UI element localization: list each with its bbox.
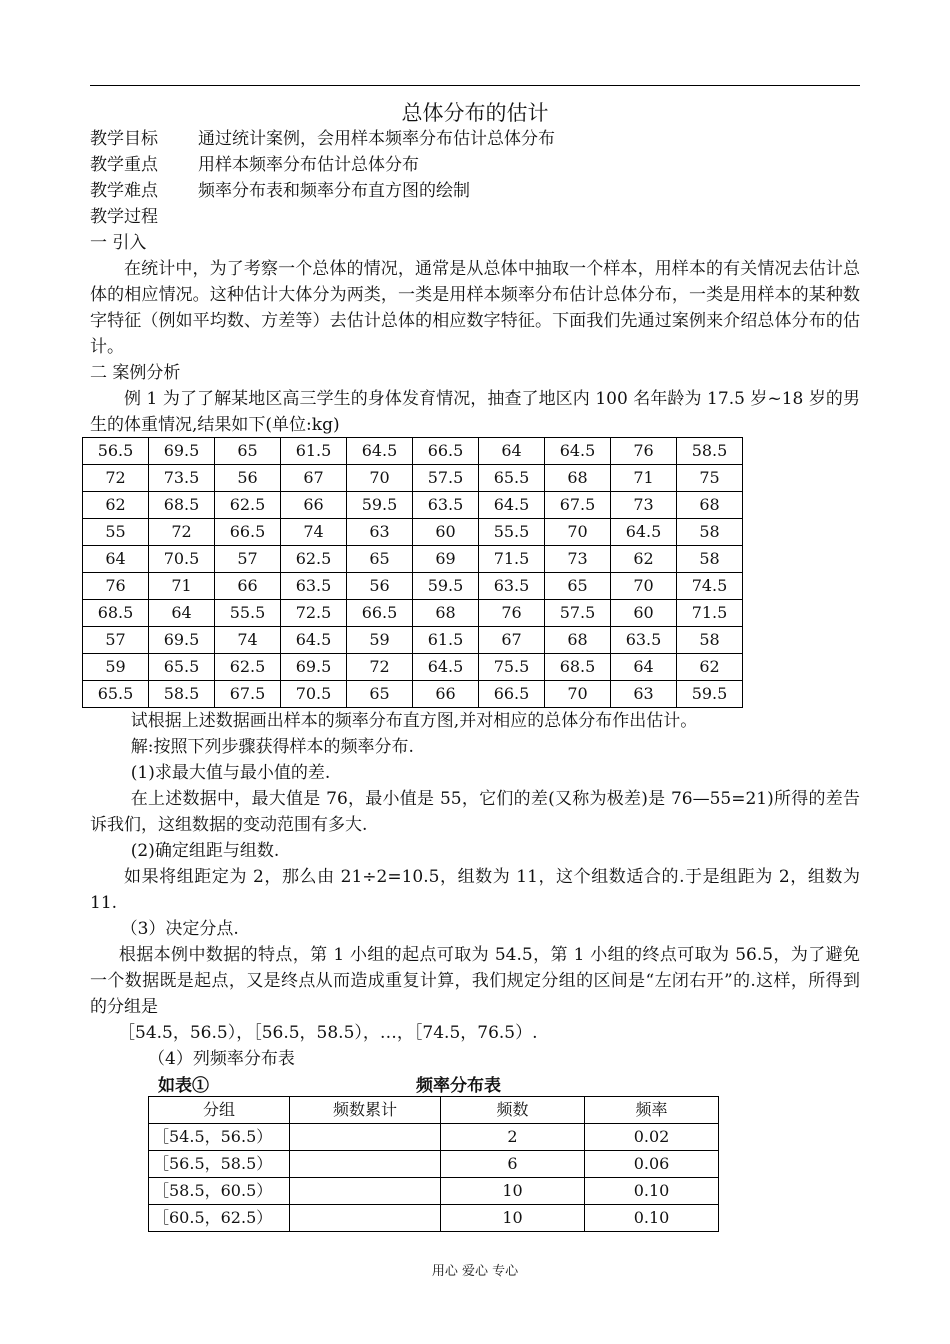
goal-label: 教学目标	[90, 129, 158, 149]
table-cell: 64.5	[413, 654, 479, 681]
table-cell: 62.5	[281, 546, 347, 573]
table-row	[149, 1178, 719, 1205]
table-cell: 56	[215, 465, 281, 492]
table-cell: 66	[215, 573, 281, 600]
table-cell: 63	[611, 681, 677, 708]
table-cell: 70.5	[281, 681, 347, 708]
goal-row	[90, 126, 555, 152]
table-row	[83, 627, 743, 654]
table-cell: ［60.5，62.5）	[149, 1205, 290, 1232]
table-cell: 73	[545, 546, 611, 573]
table-cell: 66.5	[347, 600, 413, 627]
table-cell: 74.5	[677, 573, 743, 600]
goal-text: 通过统计案例，会用样本频率分布估计总体分布	[198, 129, 555, 149]
table-cell: 0.10	[585, 1178, 719, 1205]
table-cell: 68.5	[83, 600, 149, 627]
section-heading-intro: 一 引入	[90, 233, 147, 253]
table-cell: 63.5	[479, 573, 545, 600]
table-row	[83, 573, 743, 600]
table-cell: 75	[677, 465, 743, 492]
table-cell: 55	[83, 519, 149, 546]
step3-heading: （3）决定分点.	[120, 919, 239, 939]
table-cell: 58.5	[149, 681, 215, 708]
table-cell: 68	[677, 492, 743, 519]
table-cell: 66.5	[215, 519, 281, 546]
table-cell: 64	[149, 600, 215, 627]
table-cell: 65	[215, 438, 281, 465]
table-cell: 68	[545, 627, 611, 654]
table-row	[83, 654, 743, 681]
table-cell: 62.5	[215, 654, 281, 681]
goal-row	[90, 178, 470, 204]
table-cell: 58.5	[677, 438, 743, 465]
column-header: 频数	[441, 1097, 585, 1124]
table-cell: ［56.5，58.5）	[149, 1151, 290, 1178]
table-cell: 76	[83, 573, 149, 600]
table-cell: 10	[441, 1205, 585, 1232]
section-heading-case: 二 案例分析	[90, 363, 181, 383]
table-cell: 71	[611, 465, 677, 492]
table-cell: 58	[677, 519, 743, 546]
table-cell: 71	[149, 573, 215, 600]
table-cell: 66.5	[479, 681, 545, 708]
goal-text: 用样本频率分布估计总体分布	[198, 155, 419, 175]
table-cell: 60	[611, 600, 677, 627]
table-cell: 58	[677, 627, 743, 654]
table-title: 频率分布表	[416, 1076, 501, 1096]
intervals-text: ［54.5，56.5），［56.5，58.5），…，［74.5，76.5）.	[118, 1023, 538, 1043]
step4-heading: （4）列频率分布表	[148, 1049, 295, 1069]
table-row	[149, 1205, 719, 1232]
table-cell: 57.5	[545, 600, 611, 627]
table-cell: 59.5	[347, 492, 413, 519]
table-cell	[290, 1205, 441, 1232]
table-cell: 67.5	[545, 492, 611, 519]
table-cell: 72.5	[281, 600, 347, 627]
column-header: 频数累计	[290, 1097, 441, 1124]
table-cell: 72	[347, 654, 413, 681]
table-cell: 64	[479, 438, 545, 465]
table-cell: 6	[441, 1151, 585, 1178]
table-cell: 71.5	[479, 546, 545, 573]
intro-paragraph: 在统计中，为了考察一个总体的情况，通常是从总体中抽取一个样本，用样本的有关情况去估计总体的相应情况。这种估计大体分为两类，一类是用样本频率分布估计总体分布，一类是用样本的某种数字特征（例如平均数、方差等）去估计总体的相应数字特征。下面我们先通过案例来介绍总体分布的估计。	[90, 259, 860, 357]
table-cell: 63.5	[611, 627, 677, 654]
table-cell: 62	[611, 546, 677, 573]
step1-heading: (1)求最大值与最小值的差.	[130, 763, 331, 783]
weight-data-table	[82, 437, 743, 708]
table-row	[83, 546, 743, 573]
table-cell: 67.5	[215, 681, 281, 708]
table-cell: 64.5	[479, 492, 545, 519]
table-cell: 56	[347, 573, 413, 600]
table-cell: 73	[611, 492, 677, 519]
table-cell: 68	[545, 465, 611, 492]
table-cell: 64	[611, 654, 677, 681]
table-cell: 59	[347, 627, 413, 654]
table-cell: 68.5	[149, 492, 215, 519]
column-header: 分组	[149, 1097, 290, 1124]
table-cell: 62	[677, 654, 743, 681]
table-cell: 56.5	[83, 438, 149, 465]
table-cell: 76	[611, 438, 677, 465]
table-row	[83, 600, 743, 627]
table-cell	[290, 1178, 441, 1205]
table-cell: 64.5	[611, 519, 677, 546]
table-cell: ［54.5，56.5）	[149, 1124, 290, 1151]
table-cell: 71.5	[677, 600, 743, 627]
table-cell: 2	[441, 1124, 585, 1151]
table-cell: 69	[413, 546, 479, 573]
task-text: 试根据上述数据画出样本的频率分布直方图,并对相应的总体分布作出估计。	[130, 711, 698, 731]
table-cell: 0.02	[585, 1124, 719, 1151]
table-cell: 69.5	[149, 438, 215, 465]
table-cell: 64.5	[545, 438, 611, 465]
table-cell: 66	[413, 681, 479, 708]
table-cell: 65	[347, 546, 413, 573]
table-cell: 59.5	[677, 681, 743, 708]
table-cell: 70	[611, 573, 677, 600]
table-row	[83, 438, 743, 465]
table-cell: 68	[413, 600, 479, 627]
table-cell: 57	[83, 627, 149, 654]
table-cell: 67	[281, 465, 347, 492]
table-row	[83, 519, 743, 546]
table-cell: 64.5	[347, 438, 413, 465]
table-cell: 65.5	[479, 465, 545, 492]
table-cell: 74	[215, 627, 281, 654]
table-cell: 65	[347, 681, 413, 708]
table-cell: 0.06	[585, 1151, 719, 1178]
table-cell: 64.5	[281, 627, 347, 654]
table-cell: 70	[545, 519, 611, 546]
goal-label: 教学难点	[90, 181, 158, 201]
table-row	[149, 1151, 719, 1178]
process-heading: 教学过程	[90, 207, 158, 227]
page-title: 总体分布的估计	[401, 101, 549, 125]
table-cell: 60	[413, 519, 479, 546]
table-cell: 70	[347, 465, 413, 492]
step1-text: 在上述数据中，最大值是 76，最小值是 55，它们的差(又称为极差)是 76—55=21)所得的差告诉我们，这组数据的变动范围有多大.	[90, 789, 860, 835]
table-cell: 55.5	[215, 600, 281, 627]
example-text: 例 1 为了了解某地区高三学生的身体发育情况，抽查了地区内 100 名年龄为 17.5 岁~18 岁的男生的体重情况,结果如下(单位:kg)	[90, 389, 860, 435]
table-cell: 66	[281, 492, 347, 519]
step3-text: 根据本例中数据的特点，第 1 小组的起点可取为 54.5，第 1 小组的终点可取为 56.5，为了避免一个数据既是起点，又是终点从而造成重复计算，我们规定分组的区间是“左闭右开”的.这样，所得到的分组是	[90, 945, 860, 1017]
table-cell: 57	[215, 546, 281, 573]
table-cell: 59	[83, 654, 149, 681]
table-cell: 69.5	[281, 654, 347, 681]
header-rule	[90, 85, 860, 86]
table-cell: 64	[83, 546, 149, 573]
table-cell: 55.5	[479, 519, 545, 546]
table-cell	[290, 1124, 441, 1151]
table-cell: 69.5	[149, 627, 215, 654]
table-cell: 63.5	[413, 492, 479, 519]
table-cell: 61.5	[413, 627, 479, 654]
table-cell: 62.5	[215, 492, 281, 519]
table-cell: 68.5	[545, 654, 611, 681]
table-cell	[290, 1151, 441, 1178]
table-cell: 67	[479, 627, 545, 654]
table-cell: 70.5	[149, 546, 215, 573]
table-cell: 74	[281, 519, 347, 546]
solution-text: 解:按照下列步骤获得样本的频率分布.	[130, 737, 414, 757]
table-cell: 73.5	[149, 465, 215, 492]
table-cell: ［58.5，60.5）	[149, 1178, 290, 1205]
table-row	[83, 681, 743, 708]
table-cell: 65.5	[83, 681, 149, 708]
column-header: 频率	[585, 1097, 719, 1124]
step2-heading: (2)确定组距与组数.	[130, 841, 280, 861]
table-cell: 65	[545, 573, 611, 600]
table-cell: 75.5	[479, 654, 545, 681]
table-cell: 63	[347, 519, 413, 546]
table-cell: 65.5	[149, 654, 215, 681]
step2-text: 如果将组距定为 2，那么由 21÷2=10.5，组数为 11，这个组数适合的.于是组距为 2，组数为 11.	[90, 867, 860, 913]
table-row	[83, 492, 743, 519]
table-row	[83, 465, 743, 492]
table-cell: 10	[441, 1178, 585, 1205]
table-cell: 61.5	[281, 438, 347, 465]
table-cell: 0.10	[585, 1205, 719, 1232]
table-label: 如表①	[158, 1076, 209, 1096]
table-cell: 59.5	[413, 573, 479, 600]
frequency-table	[148, 1096, 719, 1232]
goal-row	[90, 152, 419, 178]
table-cell: 66.5	[413, 438, 479, 465]
table-cell: 57.5	[413, 465, 479, 492]
goal-text: 频率分布表和频率分布直方图的绘制	[198, 181, 470, 201]
table-cell: 70	[545, 681, 611, 708]
table-cell: 72	[83, 465, 149, 492]
table-cell: 76	[479, 600, 545, 627]
page-footer: 用心 爱心 专心	[431, 1264, 519, 1279]
table-row	[149, 1124, 719, 1151]
goal-label: 教学重点	[90, 155, 158, 175]
table-header-row	[149, 1097, 719, 1124]
table-cell: 62	[83, 492, 149, 519]
table-cell: 72	[149, 519, 215, 546]
table-cell: 58	[677, 546, 743, 573]
table-cell: 63.5	[281, 573, 347, 600]
